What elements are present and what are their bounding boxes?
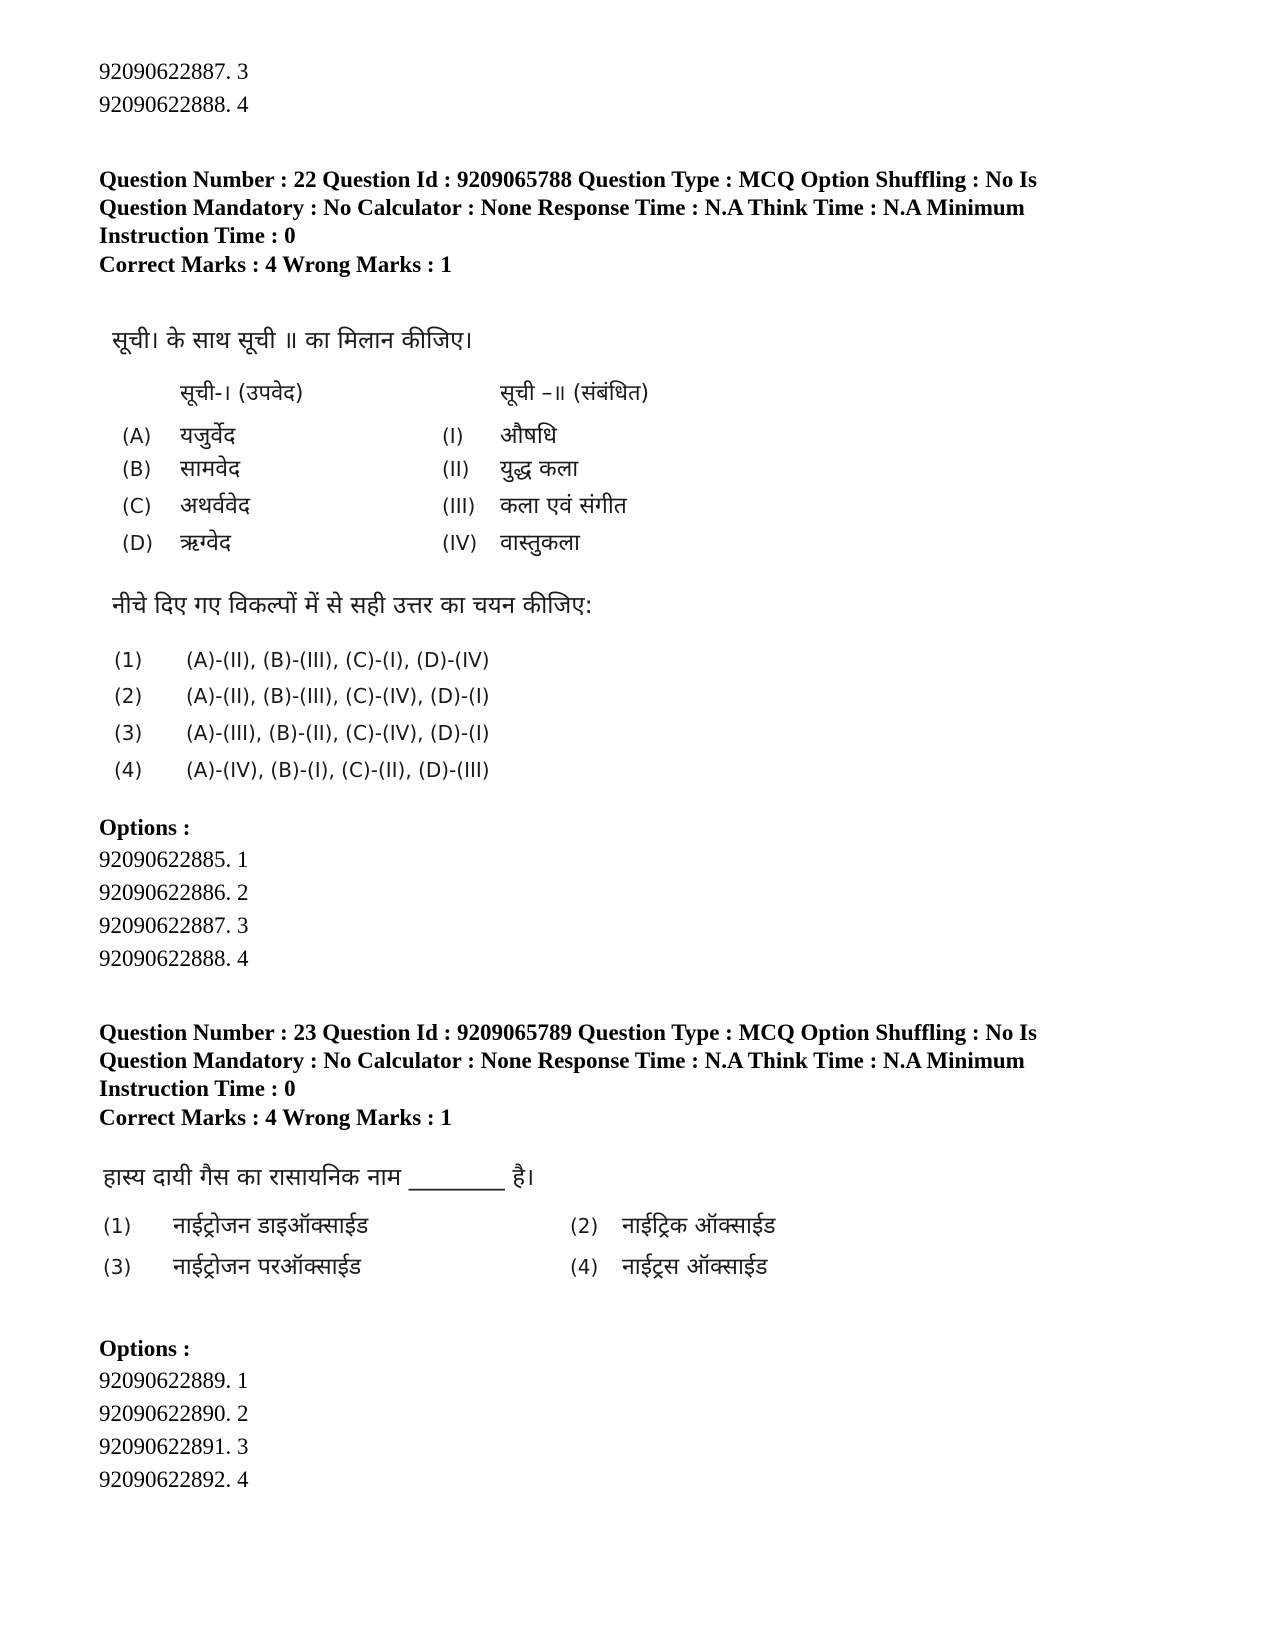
list2-item: औषधि — [500, 423, 557, 449]
option-line: 92090622888. 4 — [99, 946, 249, 971]
list2-label: (IV) — [442, 531, 478, 555]
list1-item: सामवेद — [180, 456, 241, 482]
answer-text: (A)-(II), (B)-(III), (C)-(IV), (D)-(I) — [186, 684, 490, 708]
q23-header-line: Instruction Time : 0 — [99, 1076, 296, 1101]
choice-text: नाईट्रिक ऑक्साईड — [622, 1213, 776, 1239]
list1-item: अथर्ववेद — [180, 493, 251, 519]
q22-instruction: नीचे दिए गए विकल्पों में से सही उत्तर का चयन कीजिए: — [112, 591, 593, 619]
q22-list1-heading: सूची-। (उपवेद) — [180, 381, 304, 406]
option-line: 92090622889. 1 — [99, 1368, 249, 1393]
option-line: 92090622890. 2 — [99, 1401, 249, 1426]
q22-prompt: सूची। के साथ सूची ॥ का मिलान कीजिए। — [112, 326, 473, 354]
q23-header-line: Question Mandatory : No Calculator : None Response Time : N.A Think Time : N.A Minimum — [99, 1048, 1025, 1073]
list1-label: (A) — [122, 424, 152, 448]
q23-header — [99, 1019, 1179, 1103]
list1-item: यजुर्वेद — [180, 423, 236, 449]
option-line: 92090622887. 3 — [99, 913, 249, 938]
q22-options-label: Options : — [99, 815, 191, 840]
q22-header — [99, 166, 1179, 250]
choice-number: (2) — [570, 1214, 599, 1238]
list2-item: वास्तुकला — [500, 530, 581, 556]
answer-text: (A)-(II), (B)-(III), (C)-(I), (D)-(IV) — [186, 648, 490, 672]
option-line: 92090622892. 4 — [99, 1467, 249, 1492]
q23-options-label: Options : — [99, 1336, 191, 1361]
option-line: 92090622888. 4 — [99, 92, 249, 117]
q23-marks: Correct Marks : 4 Wrong Marks : 1 — [99, 1105, 452, 1130]
answer-number: (3) — [114, 721, 143, 745]
q22-header-line: Question Number : 22 Question Id : 9209065788 Question Type : MCQ Option Shuffling : No Is — [99, 167, 1038, 192]
q23-header-line: Question Number : 23 Question Id : 9209065789 Question Type : MCQ Option Shuffling : No Is — [99, 1020, 1038, 1045]
choice-number: (3) — [103, 1255, 132, 1279]
q22-list2-heading: सूची –॥ (संबंधित) — [500, 381, 650, 406]
answer-text: (A)-(III), (B)-(II), (C)-(IV), (D)-(I) — [186, 721, 490, 745]
list2-item: कला एवं संगीत — [500, 493, 627, 519]
choice-number: (4) — [570, 1255, 599, 1279]
list2-label: (III) — [442, 494, 476, 518]
answer-number: (1) — [114, 648, 143, 672]
q22-marks: Correct Marks : 4 Wrong Marks : 1 — [99, 252, 452, 277]
answer-text: (A)-(IV), (B)-(I), (C)-(II), (D)-(III) — [186, 758, 490, 782]
answer-number: (2) — [114, 684, 143, 708]
list1-label: (D) — [122, 531, 154, 555]
list1-label: (B) — [122, 457, 152, 481]
option-line: 92090622885. 1 — [99, 847, 249, 872]
option-line: 92090622887. 3 — [99, 59, 249, 84]
list1-label: (C) — [122, 494, 152, 518]
choice-text: नाईट्रोजन परऑक्साईड — [173, 1254, 362, 1280]
list2-item: युद्ध कला — [500, 456, 579, 482]
list2-label: (II) — [442, 457, 470, 481]
answer-number: (4) — [114, 758, 143, 782]
choice-text: नाईट्रस ऑक्साईड — [622, 1254, 768, 1280]
list1-item: ऋग्वेद — [180, 530, 232, 556]
choice-number: (1) — [103, 1214, 132, 1238]
q22-header-line: Instruction Time : 0 — [99, 223, 296, 248]
q22-header-line: Question Mandatory : No Calculator : None Response Time : N.A Think Time : N.A Minimum — [99, 195, 1025, 220]
q23-prompt: हास्य दायी गैस का रासायनिक नाम ________ है। — [103, 1163, 535, 1191]
option-line: 92090622886. 2 — [99, 880, 249, 905]
choice-text: नाईट्रोजन डाइऑक्साईड — [173, 1213, 369, 1239]
option-line: 92090622891. 3 — [99, 1434, 249, 1459]
list2-label: (I) — [442, 424, 464, 448]
